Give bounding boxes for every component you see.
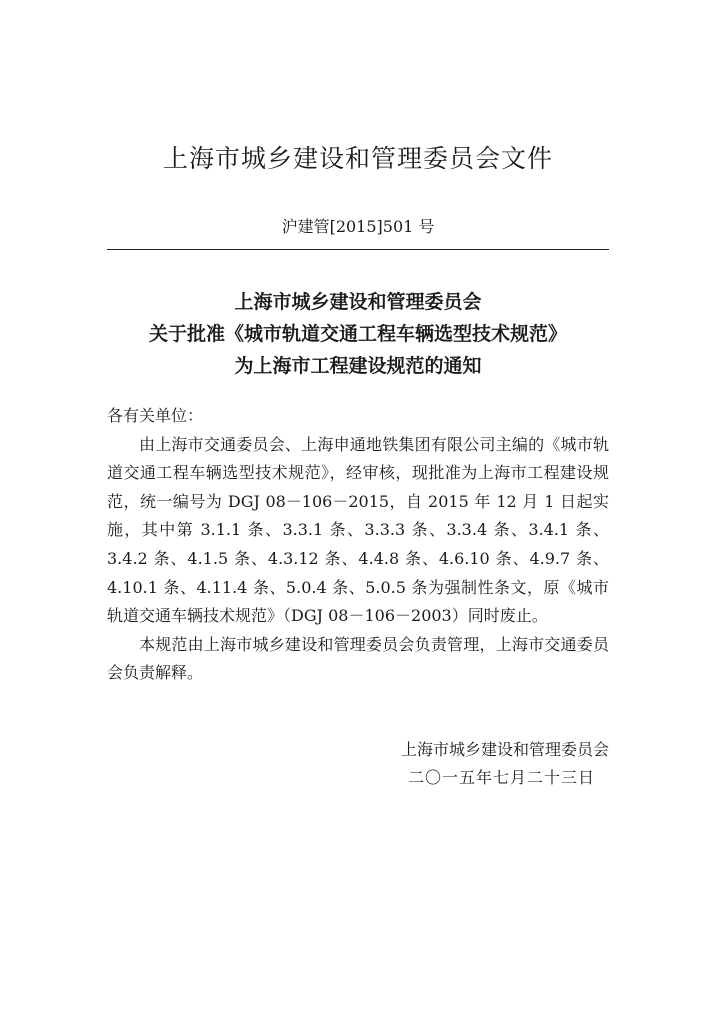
notice-title [0,286,716,382]
signature-block [300,736,609,792]
body-paragraph-1: 由上海市交通委员会、上海申通地铁集团有限公司主编的《城市轨道交通工程车辆选型技术规范》，经审核，现批准为上海市工程建设规范，统一编号为 DGJ 08－106－2015，自 2015 年 12 月 1 日起实施，其中第 3.1.1 条、3.3.1 条、3.3.3 条、3.3.4 条、3.4.1 条、3.4.2 条、4.1.5 条、4.3.12 条、4.4.8 条、4.6.10 条、4.9.7 条、4.10.1 条、4.11.4 条、5.0.4 条、5.0.5 条为强制性条文，原《城市轨道交通车辆技术规范》（DGJ 08－106－2003）同时废止。 [107,434,609,626]
signing-date: 二〇一五年七月二十三日 [407,768,595,787]
document-number: 沪建管[2015]501 号 [281,217,435,236]
signing-organization: 上海市城乡建设和管理委员会 [400,740,609,759]
issuer-heading: 上海市城乡建设和管理委员会文件 [162,144,553,173]
title-line-1: 上海市城乡建设和管理委员会 [234,291,482,313]
salutation: 各有关单位： [107,406,204,425]
title-line-2: 关于批准《城市轨道交通工程车辆选型技术规范》 [148,323,567,345]
title-line-3: 为上海市工程建设规范的通知 [234,355,482,377]
notice-body [107,402,609,688]
header-divider [107,249,609,250]
body-paragraph-2: 本规范由上海市城乡建设和管理委员会负责管理，上海市交通委员会负责解释。 [107,634,609,683]
